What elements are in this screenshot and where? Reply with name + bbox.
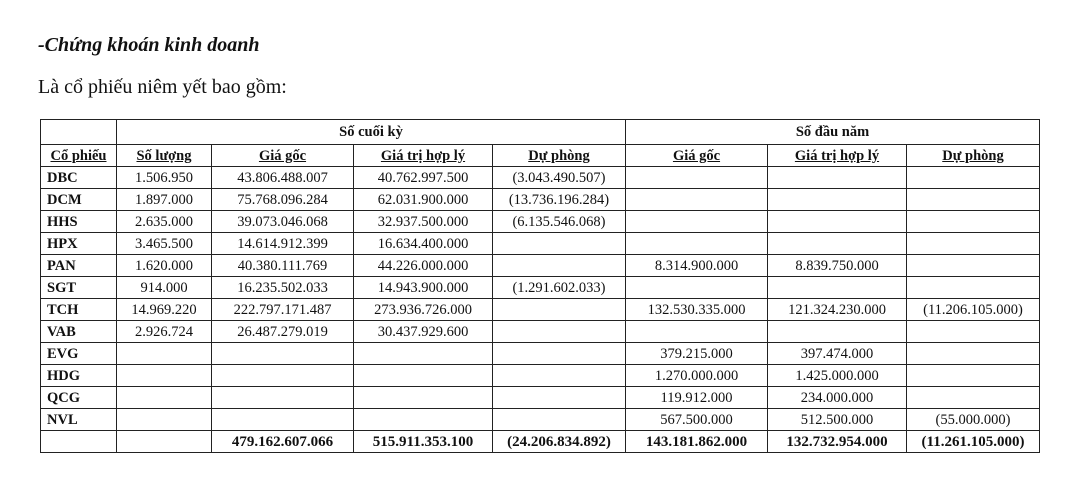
column-header: Giá gốc [626,145,768,167]
ticker-cell: DCM [41,189,117,211]
value-cell: 512.500.000 [768,409,907,431]
value-cell: 26.487.279.019 [212,321,354,343]
value-cell: 8.314.900.000 [626,255,768,277]
value-cell: 914.000 [117,277,212,299]
value-cell [212,387,354,409]
total-value-cell: (11.261.105.000) [907,431,1040,453]
ticker-cell: VAB [41,321,117,343]
value-cell: 234.000.000 [768,387,907,409]
value-cell [493,409,626,431]
value-cell: 1.506.950 [117,167,212,189]
ticker-cell: HPX [41,233,117,255]
table-row [41,321,1040,343]
value-cell: 16.235.502.033 [212,277,354,299]
value-cell: 16.634.400.000 [354,233,493,255]
value-cell: 32.937.500.000 [354,211,493,233]
value-cell: 273.936.726.000 [354,299,493,321]
value-cell [907,255,1040,277]
value-cell [768,321,907,343]
value-cell [354,387,493,409]
value-cell [117,343,212,365]
column-header: Giá trị hợp lý [354,145,493,167]
value-cell [907,321,1040,343]
column-header: Dự phòng [493,145,626,167]
value-cell [907,277,1040,299]
value-cell: 8.839.750.000 [768,255,907,277]
value-cell: 1.620.000 [117,255,212,277]
value-cell: (13.736.196.284) [493,189,626,211]
value-cell: (55.000.000) [907,409,1040,431]
total-value-cell [117,431,212,453]
total-row [41,431,1040,453]
value-cell [493,343,626,365]
value-cell [626,211,768,233]
value-cell [117,387,212,409]
value-cell [212,343,354,365]
column-header-ticker: Cổ phiếu [41,145,117,167]
value-cell [768,167,907,189]
value-cell: 40.762.997.500 [354,167,493,189]
column-header: Giá gốc [212,145,354,167]
value-cell [626,167,768,189]
value-cell [354,343,493,365]
ticker-cell: SGT [41,277,117,299]
section-heading: -Chứng khoán kinh doanh [38,34,260,56]
value-cell [354,365,493,387]
value-cell: 39.073.046.068 [212,211,354,233]
value-cell: 14.614.912.399 [212,233,354,255]
group-header-end: Số cuối kỳ [117,120,626,145]
value-cell [212,365,354,387]
value-cell: 43.806.488.007 [212,167,354,189]
ticker-cell: QCG [41,387,117,409]
value-cell: 121.324.230.000 [768,299,907,321]
table-row [41,365,1040,387]
table-row [41,343,1040,365]
total-value-cell: 132.732.954.000 [768,431,907,453]
total-value-cell: 479.162.607.066 [212,431,354,453]
value-cell [768,277,907,299]
value-cell [493,255,626,277]
value-cell [117,365,212,387]
table-row [41,233,1040,255]
table-row [41,277,1040,299]
table-row [41,167,1040,189]
value-cell [212,409,354,431]
value-cell [493,365,626,387]
table-row [41,299,1040,321]
ticker-cell: DBC [41,167,117,189]
value-cell: 222.797.171.487 [212,299,354,321]
value-cell: 2.635.000 [117,211,212,233]
table-row [41,387,1040,409]
value-cell [907,365,1040,387]
securities-table [40,119,1040,453]
column-header: Số lượng [117,145,212,167]
value-cell [907,167,1040,189]
total-label-cell [41,431,117,453]
value-cell: 379.215.000 [626,343,768,365]
value-cell [493,387,626,409]
value-cell: 62.031.900.000 [354,189,493,211]
value-cell [117,409,212,431]
value-cell [907,343,1040,365]
value-cell [626,277,768,299]
column-header: Giá trị hợp lý [768,145,907,167]
total-value-cell: (24.206.834.892) [493,431,626,453]
ticker-cell: NVL [41,409,117,431]
value-cell: 30.437.929.600 [354,321,493,343]
value-cell: 75.768.096.284 [212,189,354,211]
value-cell: 3.465.500 [117,233,212,255]
value-cell [768,233,907,255]
value-cell [626,321,768,343]
table-row [41,409,1040,431]
ticker-cell: HHS [41,211,117,233]
table-row [41,211,1040,233]
group-header-start: Số đầu năm [626,120,1040,145]
table-row [41,255,1040,277]
value-cell [768,211,907,233]
total-value-cell: 515.911.353.100 [354,431,493,453]
value-cell: 1.897.000 [117,189,212,211]
value-cell [907,233,1040,255]
value-cell [907,189,1040,211]
value-cell: (11.206.105.000) [907,299,1040,321]
value-cell: 119.912.000 [626,387,768,409]
value-cell: (3.043.490.507) [493,167,626,189]
value-cell: 40.380.111.769 [212,255,354,277]
total-value-cell: 143.181.862.000 [626,431,768,453]
value-cell: 1.270.000.000 [626,365,768,387]
column-header: Dự phòng [907,145,1040,167]
value-cell [626,233,768,255]
value-cell [493,233,626,255]
intro-text: Là cổ phiếu niêm yết bao gồm: [38,76,287,98]
value-cell: 397.474.000 [768,343,907,365]
header-blank [41,120,117,145]
value-cell [907,211,1040,233]
value-cell: 44.226.000.000 [354,255,493,277]
ticker-cell: HDG [41,365,117,387]
value-cell [626,189,768,211]
value-cell [768,189,907,211]
value-cell: 14.969.220 [117,299,212,321]
value-cell [493,299,626,321]
value-cell: (6.135.546.068) [493,211,626,233]
value-cell [354,409,493,431]
value-cell: 1.425.000.000 [768,365,907,387]
table-row [41,189,1040,211]
ticker-cell: EVG [41,343,117,365]
value-cell: 2.926.724 [117,321,212,343]
value-cell [493,321,626,343]
value-cell: 132.530.335.000 [626,299,768,321]
value-cell [907,387,1040,409]
value-cell: 14.943.900.000 [354,277,493,299]
ticker-cell: PAN [41,255,117,277]
value-cell: 567.500.000 [626,409,768,431]
ticker-cell: TCH [41,299,117,321]
value-cell: (1.291.602.033) [493,277,626,299]
